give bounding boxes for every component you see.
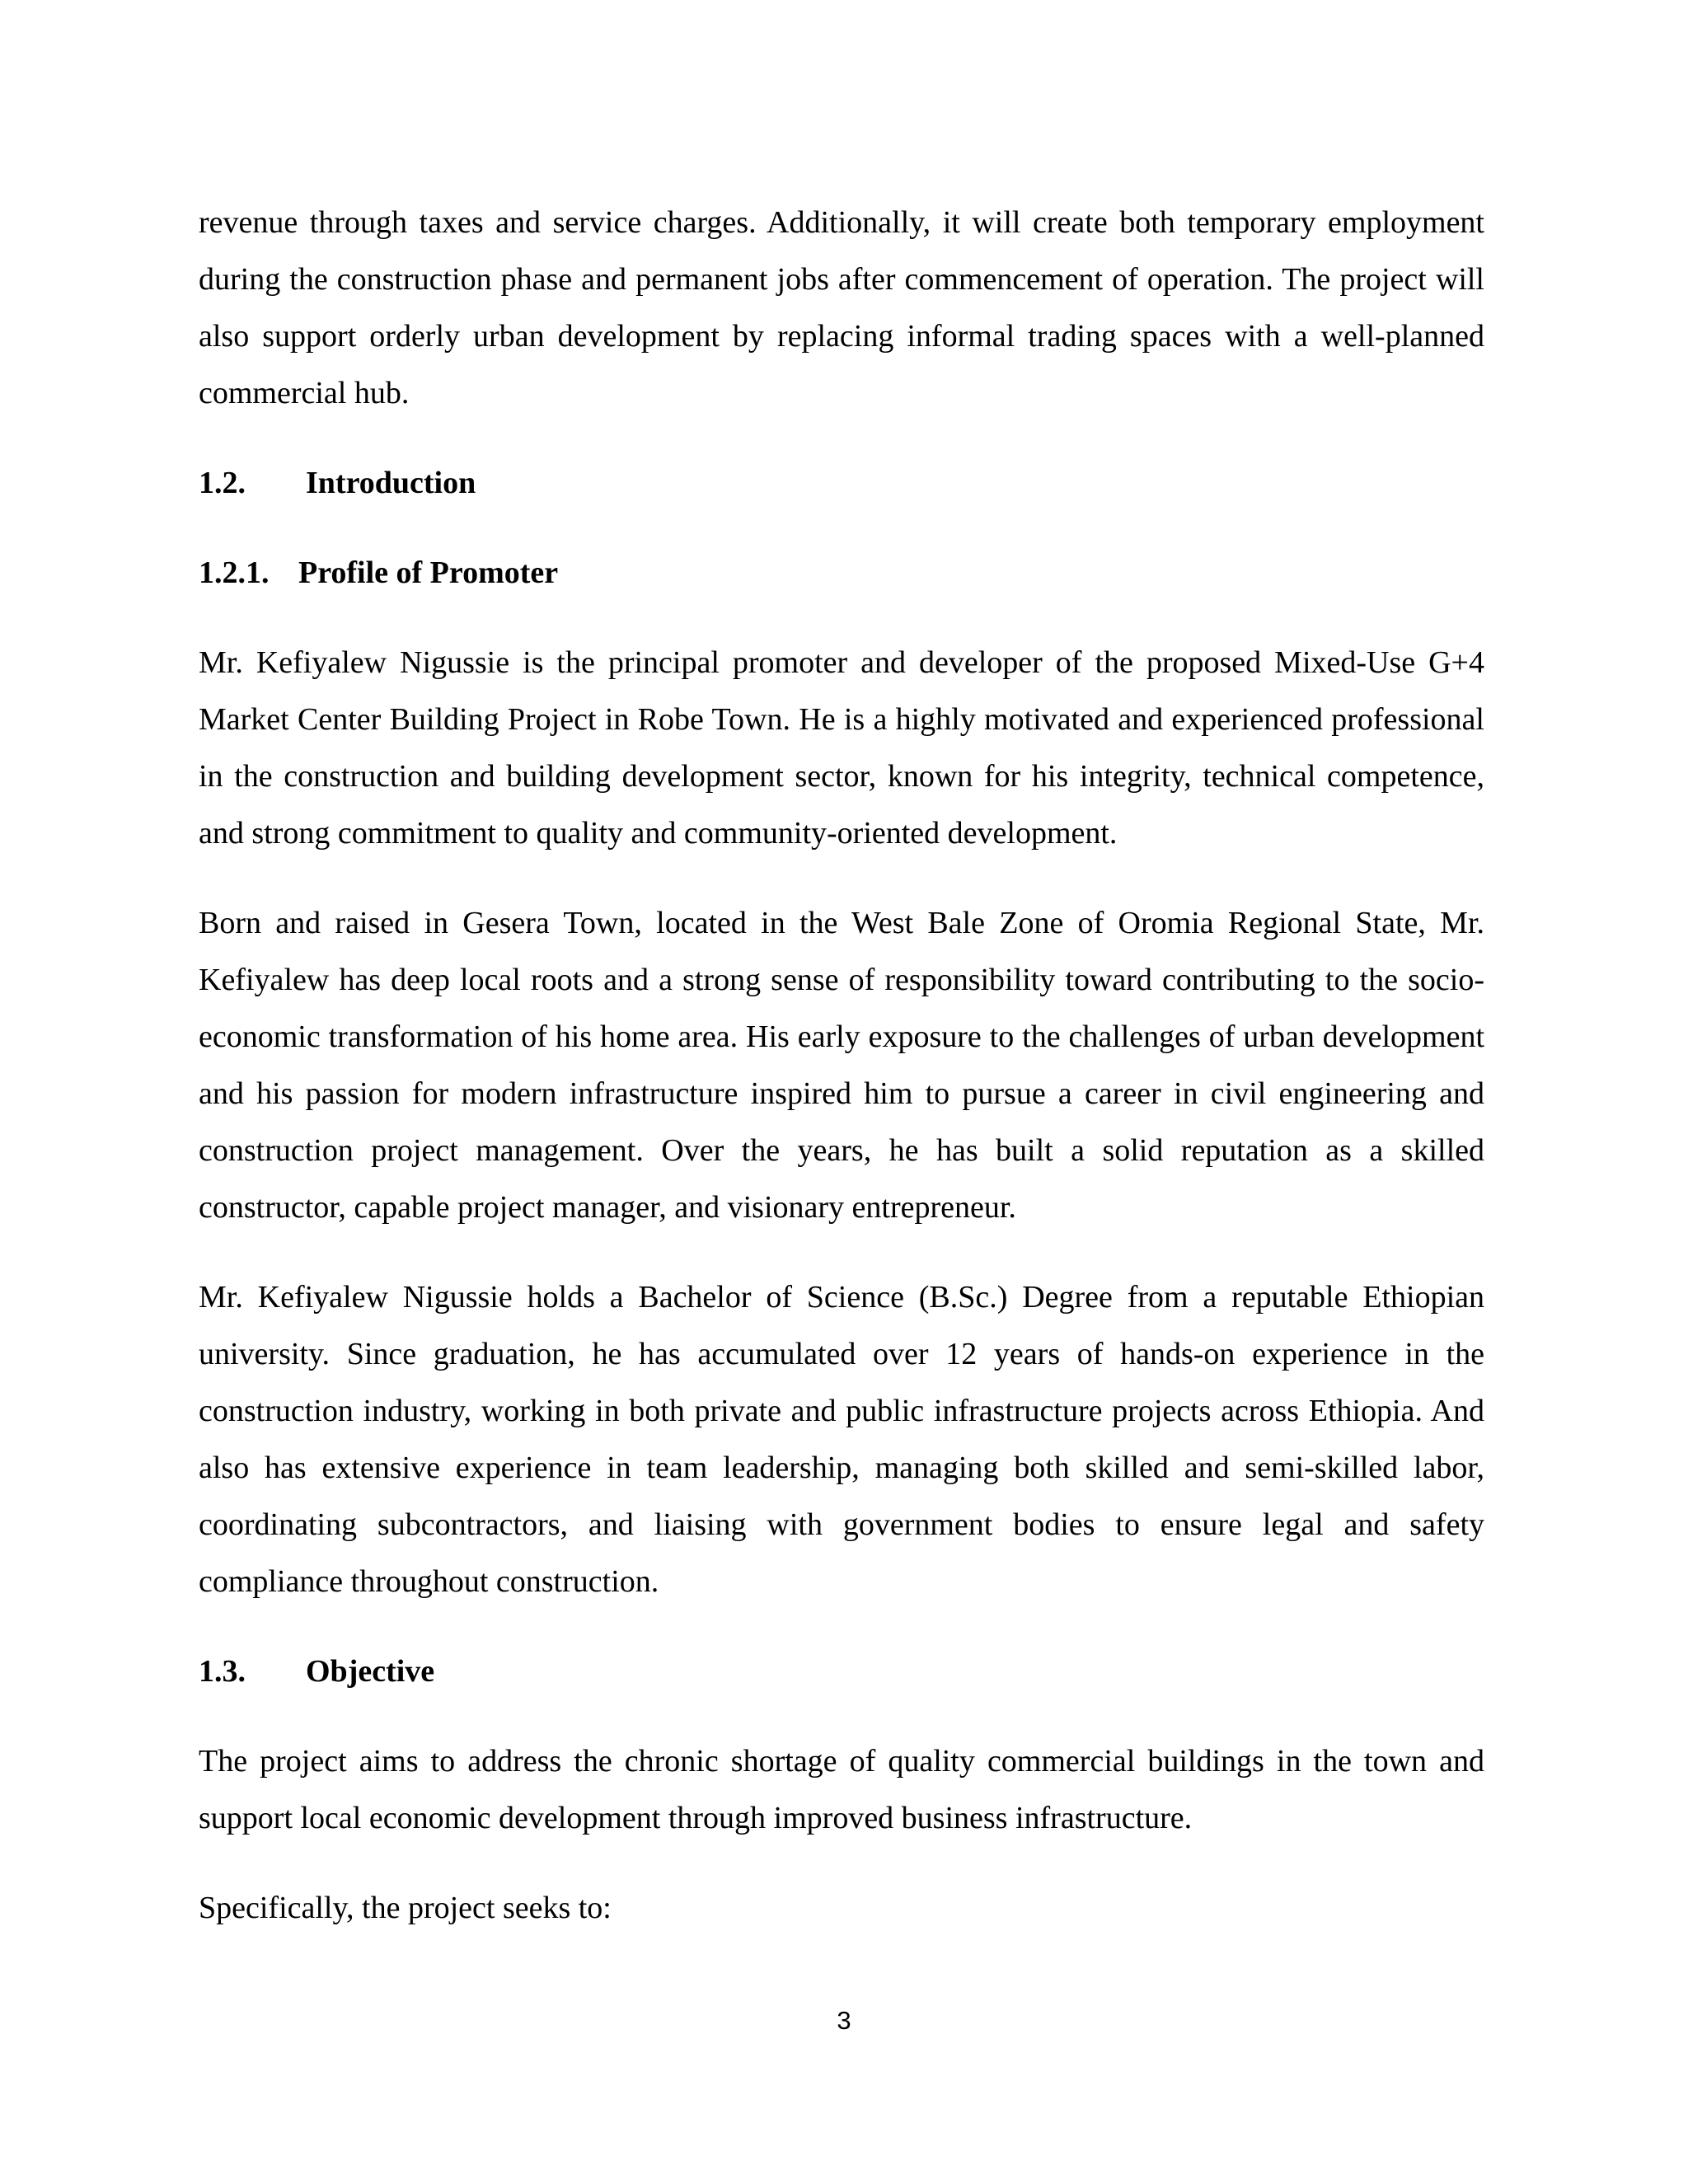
profile-paragraph-2: Born and raised in Gesera Town, located in the West Bale Zone of Oromia Regional State, Mr. Kefiyalew has deep local roots and a strong sense of responsibility toward contributing to the socio-economic transformation of his home area. His early exposure to the challenges of urban development and his passion for modern infrastructure inspired him to pursue a career in civil engineering and construction project management. Over the years, he has built a solid reputation as a skilled constructor, capable project manager, and visionary entrepreneur. <box>199 906 1484 1225</box>
page-content <box>199 194 1484 1937</box>
profile-paragraph-3: Mr. Kefiyalew Nigussie holds a Bachelor of Science (B.Sc.) Degree from a reputable Ethiopian university. Since graduation, he has accumulated over 12 years of hands-on experience in the construction industry, working in both private and public infrastructure projects across Ethiopia. And also has extensive experience in team leadership, managing both skilled and semi-skilled labor, coordinating subcontractors, and liaising with government bodies to ensure legal and safety compliance throughout construction. <box>199 1280 1484 1599</box>
section-number: 1.3. <box>199 1654 246 1689</box>
section-title: Objective <box>306 1654 435 1689</box>
section-heading-objective <box>199 1643 1484 1700</box>
section-title: Introduction <box>306 466 476 500</box>
continuation-paragraph: revenue through taxes and service charges. Additionally, it will create both temporary employment during the construction phase and permanent jobs after commencement of operation. The project will also support orderly urban development by replacing informal trading spaces with a well-planned commercial hub. <box>199 205 1484 410</box>
section-heading-introduction <box>199 455 1484 512</box>
specifically-paragraph: Specifically, the project seeks to: <box>199 1891 612 1925</box>
subsection-heading-profile-of-promoter <box>199 545 1484 602</box>
objective-paragraph: The project aims to address the chronic shortage of quality commercial buildings in the town and support local economic development through improved business infrastructure. <box>199 1744 1484 1835</box>
profile-paragraph-1: Mr. Kefiyalew Nigussie is the principal promoter and developer of the proposed Mixed-Use G+4 Market Center Building Project in Robe Town. He is a highly motivated and experienced professional in the construction and building development sector, known for his integrity, technical competence, and strong commitment to quality and community-oriented development. <box>199 645 1484 851</box>
subsection-title: Profile of Promoter <box>298 555 559 590</box>
page-number: 3 <box>837 2006 851 2035</box>
section-number: 1.2. <box>199 466 246 500</box>
subsection-number: 1.2.1. <box>199 555 270 590</box>
